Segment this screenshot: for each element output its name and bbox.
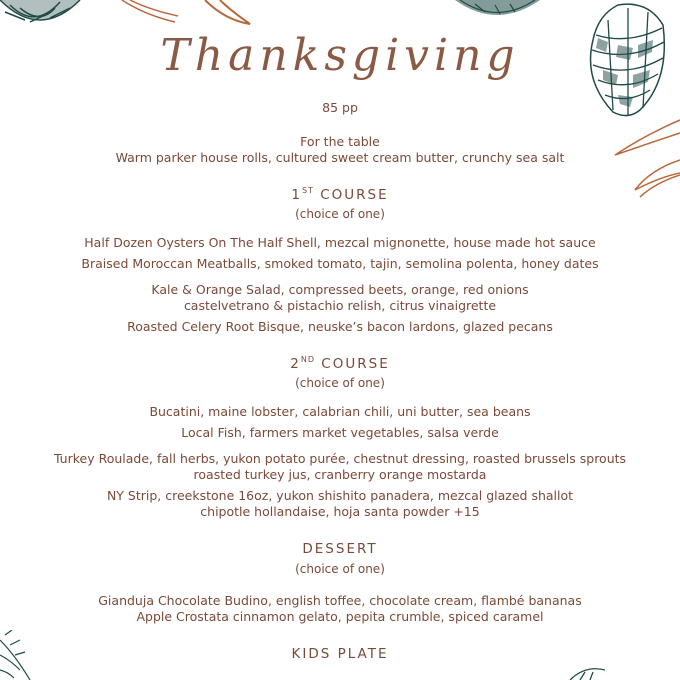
course-1-item-detail: castelvetrano & pistachio relish, citrus vinaigrette: [183, 298, 497, 313]
menu-price: 85 pp: [322, 100, 358, 115]
table-heading: For the table: [300, 134, 380, 149]
kids-plate-heading: KIDS PLATE: [291, 646, 389, 662]
course-1-item: Half Dozen Oysters On The Half Shell, mezcal mignonette, house made hot sauce: [84, 235, 596, 250]
dessert-item: Apple Crostata cinnamon gelato, pepita crumble, spiced caramel: [136, 609, 544, 624]
course-2-item-detail: chipotle hollandaise, hoja santa powder +15: [200, 504, 480, 519]
dessert-item: Gianduja Chocolate Budino, english toffee, chocolate cream, flambé bananas: [98, 593, 582, 608]
course-2-item: Local Fish, farmers market vegetables, salsa verde: [181, 425, 499, 440]
course-2-item: Turkey Roulade, fall herbs, yukon potato purée, chestnut dressing, roasted brussels sprouts: [53, 451, 627, 466]
table-item: Warm parker house rolls, cultured sweet cream butter, crunchy sea salt: [115, 150, 565, 165]
course-1-note: (choice of one): [295, 207, 385, 221]
course-2-heading: 2ND COURSE: [290, 355, 390, 372]
course-1-item: Braised Moroccan Meatballs, smoked tomato, tajin, semolina polenta, honey dates: [81, 256, 599, 271]
course-1-item: Kale & Orange Salad, compressed beets, orange, red onions: [151, 282, 529, 297]
course-2-item: NY Strip, creekstone 16oz, yukon shishito panadera, mezcal glazed shallot: [106, 488, 574, 503]
dessert-heading: DESSERT: [302, 541, 378, 557]
course-2-note: (choice of one): [295, 376, 385, 390]
dessert-note: (choice of one): [295, 562, 385, 576]
course-2-item-detail: roasted turkey jus, cranberry orange mostarda: [193, 467, 487, 482]
course-1-heading: 1ST COURSE: [291, 186, 389, 203]
course-1-item: Roasted Celery Root Bisque, neuske’s bacon lardons, glazed pecans: [127, 319, 553, 334]
course-2-item: Bucatini, maine lobster, calabrian chili, uni butter, sea beans: [149, 404, 531, 419]
menu-title: Thanksgiving: [160, 30, 520, 81]
